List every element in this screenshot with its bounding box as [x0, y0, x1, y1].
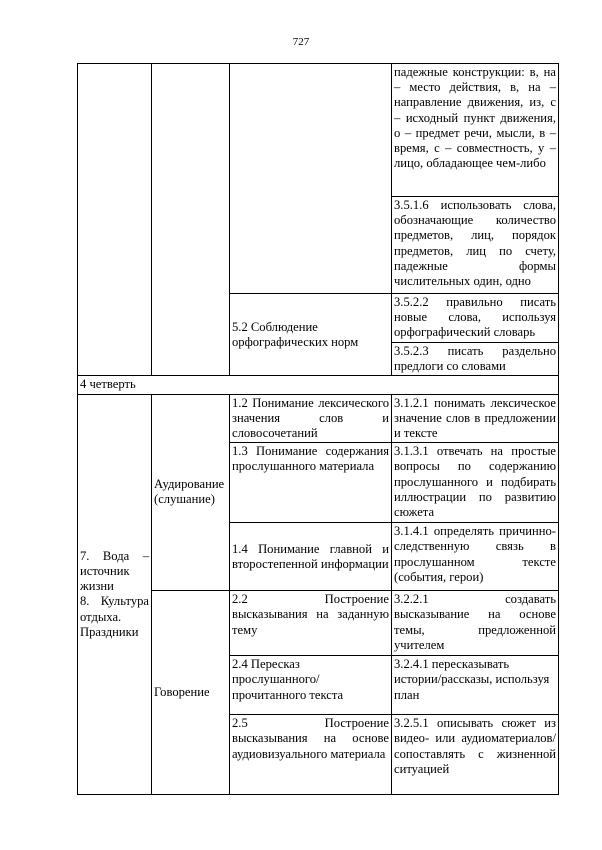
skill-cell: 2.2 Построение высказывания на заданную тему: [230, 591, 392, 656]
table-row: [78, 394, 559, 443]
skill-cell: 1.4 Понимание главной и второстепенной информации: [230, 523, 392, 591]
curriculum-table: [77, 63, 559, 795]
objective-cell: 3.2.5.1 описывать сюжет из видео- или аудиоматериалов/ сопоставлять с жизненной ситуацией: [392, 715, 559, 795]
skill-cell: 1.3 Понимание содержания прослушанного материала: [230, 443, 392, 523]
objective-cell: 3.2.4.1 пересказывать истории/рассказы, используя план: [392, 656, 559, 715]
objective-cell: 3.1.4.1 определять причинно-следственную связь в прослушанном тексте (события, герои): [392, 523, 559, 591]
skill-cell: 2.4 Пересказ прослушанного/прочитанного текста: [230, 656, 392, 715]
skill-cell: 2.5 Построение высказывания на основе аудиовизуального материала: [230, 715, 392, 795]
topic-7: 7. Вода – источник жизни: [80, 548, 149, 594]
skill-cell: 1.2 Понимание лексического значения слов и словосочетаний: [230, 394, 392, 443]
objective-cell: падежные конструкции: в, на – место действия, в, на – направление движения, из, с – исходный пункт движения, о – предмет речи, мысли, в – время, с – совместность, у – лицо, обладающее чем-либо: [392, 64, 559, 197]
quarter-row: [78, 376, 559, 394]
table-row: [78, 64, 559, 197]
objective-cell: 3.1.2.1 понимать лексическое значение слов в предложении и тексте: [392, 394, 559, 443]
objective-cell: 3.5.2.2 правильно писать новые слова, используя орфографический словарь: [392, 294, 559, 343]
topic-8: 8. Культура отдыха. Праздники: [80, 594, 149, 639]
page-number: 727: [292, 36, 310, 48]
skill-cell-empty: [230, 64, 392, 294]
skill-cell: 5.2 Соблюдение орфографических норм: [230, 294, 392, 376]
objective-cell: 3.5.2.3 писать раздельно предлоги со словами: [392, 343, 559, 376]
section-listening: Аудирование (слушание): [152, 394, 230, 591]
objective-cell: 3.5.1.6 использовать слова, обозначающие количество предметов, лиц, порядок предметов, лиц по счету, падежные формы числительных один, одно: [392, 197, 559, 294]
section-speaking: Говорение: [152, 591, 230, 795]
objective-cell: 3.1.3.1 отвечать на простые вопросы по содержанию прослушанного и подбирать иллюстрации по развитию сюжета: [392, 443, 559, 523]
section-cell-empty: [152, 64, 230, 376]
topic-cell: [78, 394, 152, 795]
objective-cell: 3.2.2.1 создавать высказывание на основе темы, предложенной учителем: [392, 591, 559, 656]
topic-cell-empty: [78, 64, 152, 376]
quarter-label: 4 четверть: [78, 376, 559, 394]
